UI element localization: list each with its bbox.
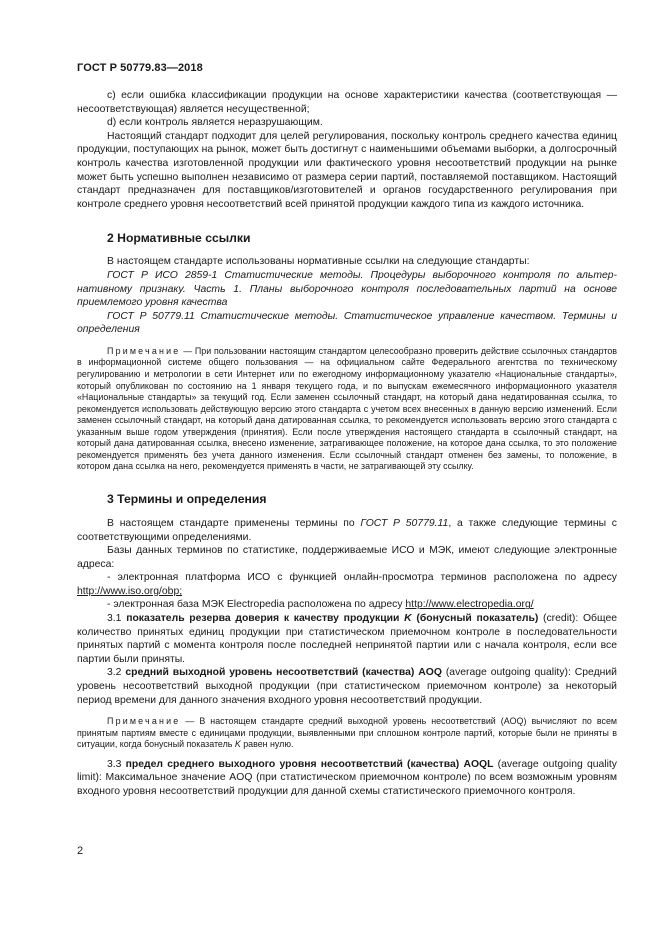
note-text: — При пользовании настоящим стандартом целесообразно проверить действие ссылочных стандартов в информационной системе общего пользования — на официальном сайте Федерального агентства по техническому регулированию и метрологии в сети Интернет или по ежегодному информационному указателю «Национальные стандарты», который опубликован по состоянию на 1 января текущего года, и по выпускам ежемесячного информационного указателя «Национальные стандарты» за текущий год. Если заменен ссылочный стандарт, на который дана недатированная ссылка, то рекомендуется использовать действующую версию этого стандарта с учетом всех внесенных в данную версию изменений. Если заменен ссылочный стандарт, на который дана датированная ссылка, то рекомендуется использовать версию этого стандарта с указанным выше годом утверждения (принятия). Если после утверждения настоящего стандарта в ссылочный стандарт, на который дана датированная ссылка, внесено изменение, затрагивающее положение, на которое дана ссылка, то это положение рекомендуется применять без учета данного изменения. Если ссылочный стандарт отменен без замены, то положение, в котором дана ссылка на него, рекомендуется применять в части, не затрагивающей эту ссылку. [77,345,617,472]
section-2-heading: 2 Нормативные ссылки [107,231,251,246]
term-3-3-title: предел среднего выходного уровня несоответствий (качества) AOQL [125,758,494,770]
term-3-2-title: средний выходной уровень несоответствий (качества) AOQ [125,667,442,679]
electropedia-link[interactable]: http://www.electropedia.org/ [405,599,534,611]
iso-obp-link[interactable]: http://www.iso.org/obp; [77,585,183,597]
term-databases-intro: Базы данных терминов по статистике, поддерживаемые ИСО и МЭК, имеют следующие электронные адреса: [77,545,617,570]
terms-lead-ref: ГОСТ Р 50779.11 [360,517,449,529]
term-database-iso: - электронная платформа ИСО с функцией онлайн-просмотра терминов расположена по адресу http://www.iso.org/obp; [77,572,617,597]
normative-ref-item: ГОСТ Р 50779.11 Статистические методы. Статистическое управление качеством. Термины и определения [77,310,617,336]
normative-refs-note [77,346,617,473]
term-3-3-definition: (average outgoing quality limit): Максимальное значение AOQ (при статистическом приемочном контроле) по всем возможным уровням входного уровня несоответствий продукции для данной схемы статистического приемочного контроля. [77,758,618,798]
item-d: d) если контроль является неразрушающим. [107,117,323,129]
term-3-2-definition: (average outgoing quality): Средний уровень несоответствий выходной продукции (при статистическом приемочном контроле) за некоторый период времени для данного значения входного уровня несоответствий продукции. [77,667,617,706]
term-3-2: 3.2 средний выходной уровень несоответствий (качества) AOQ (average outgoing quality): Средний уровень несоответствий выходной продукции (при статистическом приемочном контроле) за некоторый период времени для данного значения входного уровня несоответствий продукции. [77,667,617,706]
aoq-note: Примечание — В настоящем стандарте средний выходной уровень несоответствий (AOQ) вычисляют по всем принятым партиям вместе с единицами продукции, выявленными при сплошном контроле партий, которые были не приняты в ситуации, когда бонусный показатель K равен нулю. [77,716,617,750]
term-3-1-title: показатель резерва доверия к качеству продукции [126,613,405,625]
intro-paragraph: Настоящий стандарт подходит для целей регулирования, поскольку контроль среднего качества единиц продукции, поступающих на рынок, может быть достигнут с наименьшими объемами выборки, а долгосрочный контроль качества изготовленной продукции или фактического уровня несоответствий продукции на рынке может быть успешно выполнен независимо от размера серии партий, поставляемой поставщиком. Настоящий стандарт предназначен для поставщиков/изготовителей и органов государственного регулирования при контроле среднего уровня несоответствий всей принятой продукции каждого типа из каждого источника. [77,130,617,210]
terms-lead: В настоящем стандарте применены термины по ГОСТ Р 50779.11, а также следующие термины с соответствующими определениями. [77,517,618,543]
page-content [77,89,617,799]
term-symbol-k: K [404,613,412,625]
normative-ref-item: ГОСТ Р ИСО 2859-1 Статистические методы. Процедуры выборочного контроля по альтернативному признаку. Часть 1. Планы выборочного контроля последовательных партий на основе приемлемого уровня качества [77,269,617,309]
section-3-heading: 3 Термины и определения [107,491,267,506]
term-3-1-definition: (credit): Общее количество принятых единиц продукции при статистическом приемочном контроле в последовательности принятых партий с момента контроля после последней непринятой партии или с начала контроля, если все партии были приняты. [77,613,617,665]
standard-code-header: ГОСТ Р 50779.83—2018 [77,62,203,74]
term-3-1: 3.1 показатель резерва доверия к качеству продукции K (бонусный показатель) (credit): Общее количество принятых единиц продукции при статистическом приемочном контроле в последовательности принятых партий с момента контроля после последней непринятой партии или с начала контроля, если все партии были приняты. [77,613,617,665]
page-number: 2 [77,845,84,857]
item-c: c) если ошибка классификации продукции на основе характеристики качества (соответствующая — несоответствующая) является несущественной; [77,90,617,115]
term-3-3: 3.3 предел среднего выходного уровня несоответствий (качества) AOQL (average outgoing quality limit): Максимальное значение AOQ (при статистическом приемочном контроле) по всем возможным уровням входного уровня несоответствий продукции для данной схемы статистического приемочного контроля. [77,758,618,798]
note-label: Примечание [107,716,181,727]
normative-refs-lead: В настоящем стандарте использованы нормативные ссылки на следующие стандарты: [107,256,530,268]
term-database-iec: - электронная база МЭК Electropedia расположена по адресу http://www.electropedia.org/ [107,599,534,611]
note-label: Примечание [107,345,181,356]
